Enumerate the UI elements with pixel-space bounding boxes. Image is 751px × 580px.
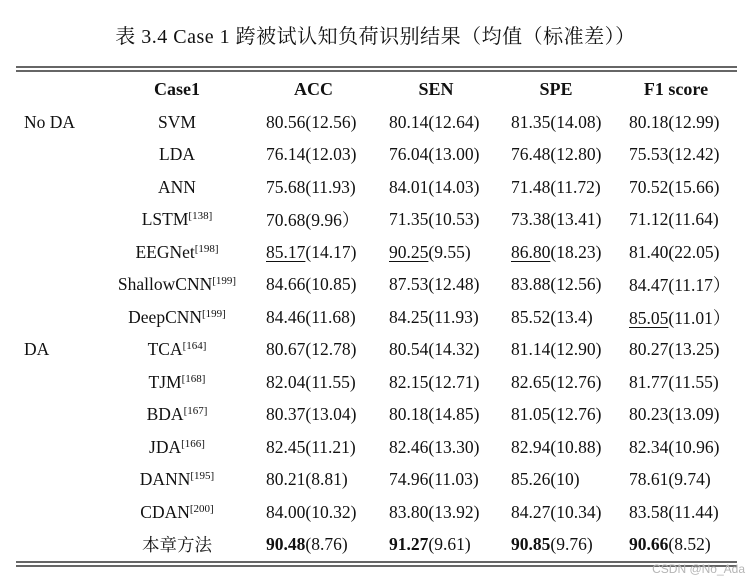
- mean-value: 90.66: [629, 534, 669, 555]
- value-cell-acc: [252, 399, 375, 432]
- std-value: (22.05): [668, 241, 720, 262]
- std-value: (11.55): [668, 371, 719, 392]
- std-value: (9.61): [428, 534, 471, 555]
- mean-value: 80.67: [266, 339, 306, 360]
- value-cell-acc: [252, 106, 375, 139]
- value-cell-spe: [497, 301, 615, 334]
- method-cell: [102, 496, 252, 529]
- value-cell-spe: [497, 334, 615, 367]
- method-cell: [102, 399, 252, 432]
- table-row: [16, 204, 737, 237]
- mean-value: 78.61: [629, 469, 669, 490]
- top-rule: [16, 66, 737, 68]
- mean-value: 82.04: [266, 371, 306, 392]
- table-row: [16, 171, 737, 204]
- std-value: (11.68): [305, 306, 356, 327]
- method-name: DeepCNN: [128, 306, 203, 327]
- method-name: JDA: [149, 436, 182, 457]
- std-value: (14.03): [428, 176, 480, 197]
- std-value: (11.17）: [668, 275, 731, 296]
- mean-value: 75.53: [629, 144, 669, 165]
- mean-value: 81.77: [629, 371, 669, 392]
- method-citation: [168]: [181, 372, 206, 385]
- mean-value: 90.85: [511, 534, 551, 555]
- table-row: [16, 106, 737, 139]
- table-body: [16, 106, 737, 561]
- std-value: (8.81): [305, 469, 348, 490]
- value-cell-f1: [615, 139, 737, 172]
- value-cell-spe: [497, 431, 615, 464]
- value-cell-sen: [375, 106, 497, 139]
- std-value: (10): [550, 469, 580, 490]
- mean-value: 70.52: [629, 176, 669, 197]
- value-cell-sen: [375, 204, 497, 237]
- method-name: SVM: [158, 111, 196, 132]
- mean-value: 82.46: [389, 436, 429, 457]
- mean-value: 90.25: [389, 241, 429, 262]
- mean-value: 80.27: [629, 339, 669, 360]
- value-cell-acc: [252, 496, 375, 529]
- std-value: (12.78): [305, 339, 357, 360]
- value-cell-spe: [497, 204, 615, 237]
- group-label: [16, 529, 102, 562]
- mean-value: 85.52: [511, 306, 551, 327]
- method-cell: [102, 334, 252, 367]
- std-value: (11.64): [668, 209, 719, 230]
- mean-value: 80.54: [389, 339, 429, 360]
- mean-value: 84.46: [266, 306, 306, 327]
- value-cell-f1: [615, 204, 737, 237]
- method-citation: [199]: [212, 275, 237, 288]
- method-citation: [200]: [189, 502, 214, 515]
- group-label: [16, 464, 102, 497]
- value-cell-sen: [375, 366, 497, 399]
- std-value: (12.03): [305, 144, 357, 165]
- value-cell-sen: [375, 301, 497, 334]
- group-label: [16, 399, 102, 432]
- method-citation: [164]: [182, 340, 207, 353]
- std-value: (11.55): [305, 371, 356, 392]
- method-cell: [102, 204, 252, 237]
- value-cell-f1: [615, 236, 737, 269]
- group-label: [16, 431, 102, 464]
- std-value: (9.55): [428, 241, 471, 262]
- table-row: [16, 431, 737, 464]
- std-value: (10.32): [305, 501, 357, 522]
- std-value: (12.48): [428, 274, 480, 295]
- mean-value: 82.94: [511, 436, 551, 457]
- method-citation: [198]: [194, 242, 219, 255]
- table-row: [16, 301, 737, 334]
- std-value: (15.66): [668, 176, 720, 197]
- bottom-rule-double: [16, 565, 737, 567]
- std-value: (12.90): [550, 339, 602, 360]
- mean-value: 76.04: [389, 144, 429, 165]
- group-label: [16, 269, 102, 302]
- group-label: [16, 366, 102, 399]
- value-cell-spe: [497, 496, 615, 529]
- std-value: (11.03): [428, 469, 479, 490]
- mean-value: 85.17: [266, 241, 306, 262]
- mean-value: 87.53: [389, 274, 429, 295]
- std-value: (13.00): [428, 144, 480, 165]
- table-row: [16, 236, 737, 269]
- group-label: [16, 171, 102, 204]
- mean-value: 83.88: [511, 274, 551, 295]
- value-cell-sen: [375, 171, 497, 204]
- mean-value: 80.37: [266, 404, 306, 425]
- value-cell-acc: [252, 269, 375, 302]
- std-value: (13.09): [668, 404, 720, 425]
- mean-value: 84.66: [266, 274, 306, 295]
- value-cell-spe: [497, 366, 615, 399]
- mean-value: 91.27: [389, 534, 429, 555]
- header-group: [16, 72, 102, 106]
- std-value: (11.21): [305, 436, 356, 457]
- value-cell-f1: [615, 269, 737, 302]
- value-cell-sen: [375, 399, 497, 432]
- mean-value: 83.80: [389, 501, 429, 522]
- method-name: BDA: [146, 404, 184, 425]
- mean-value: 84.25: [389, 306, 429, 327]
- std-value: (10.85): [305, 274, 357, 295]
- value-cell-spe: [497, 236, 615, 269]
- table-row: [16, 496, 737, 529]
- mean-value: 76.14: [266, 144, 306, 165]
- group-label: [16, 204, 102, 237]
- std-value: (9.74): [668, 469, 711, 490]
- mean-value: 82.45: [266, 436, 306, 457]
- mean-value: 82.15: [389, 371, 429, 392]
- std-value: (10.53): [428, 209, 480, 230]
- value-cell-acc: [252, 236, 375, 269]
- mean-value: 80.18: [389, 404, 429, 425]
- std-value: (12.64): [428, 111, 480, 132]
- method-name: CDAN: [140, 501, 190, 522]
- method-cell: [102, 431, 252, 464]
- method-citation: [199]: [202, 307, 226, 320]
- results-table-container: [16, 66, 737, 567]
- method-cell: [102, 464, 252, 497]
- group-label: [16, 301, 102, 334]
- mean-value: 81.35: [511, 111, 551, 132]
- mean-value: 84.00: [266, 501, 306, 522]
- table-caption: 表 3.4 Case 1 跨被试认知负荷识别结果（均值（标准差））: [115, 26, 636, 48]
- mean-value: 90.48: [266, 534, 306, 555]
- header-case: Case1: [154, 78, 200, 99]
- method-cell: [102, 139, 252, 172]
- std-value: (9.96）: [305, 210, 360, 231]
- value-cell-sen: [375, 431, 497, 464]
- table-row: [16, 139, 737, 172]
- mean-value: 81.40: [629, 241, 669, 262]
- value-cell-sen: [375, 529, 497, 562]
- results-table: [16, 72, 737, 561]
- table-row: [16, 366, 737, 399]
- mean-value: 82.34: [629, 436, 669, 457]
- std-value: (13.04): [305, 404, 357, 425]
- mean-value: 80.56: [266, 111, 306, 132]
- std-value: (13.30): [428, 436, 480, 457]
- value-cell-acc: [252, 334, 375, 367]
- method-name: DANN: [139, 469, 191, 490]
- std-value: (13.92): [428, 501, 480, 522]
- table-row: [16, 399, 737, 432]
- method-name: TJM: [148, 371, 182, 392]
- mean-value: 85.26: [511, 469, 551, 490]
- mean-value: 71.35: [389, 209, 429, 230]
- value-cell-f1: [615, 529, 737, 562]
- value-cell-spe: [497, 464, 615, 497]
- std-value: (14.85): [428, 404, 480, 425]
- method-name: 本章方法: [142, 535, 212, 556]
- group-label: [16, 236, 102, 269]
- std-value: (13.41): [550, 209, 602, 230]
- std-value: (12.80): [550, 144, 602, 165]
- method-cell: [102, 301, 252, 334]
- value-cell-f1: [615, 366, 737, 399]
- header-f1: F1 score: [643, 78, 709, 99]
- method-cell: [102, 529, 252, 562]
- mean-value: 80.23: [629, 404, 669, 425]
- mean-value: 75.68: [266, 176, 306, 197]
- value-cell-spe: [497, 399, 615, 432]
- mean-value: 85.05: [629, 307, 669, 328]
- value-cell-acc: [252, 366, 375, 399]
- std-value: (12.99): [668, 111, 720, 132]
- value-cell-acc: [252, 204, 375, 237]
- table-row: [16, 269, 737, 302]
- std-value: (12.76): [550, 371, 602, 392]
- mean-value: 80.18: [629, 111, 669, 132]
- method-cell: [102, 106, 252, 139]
- mean-value: 82.65: [511, 371, 551, 392]
- value-cell-acc: [252, 464, 375, 497]
- std-value: (18.23): [550, 241, 602, 262]
- value-cell-acc: [252, 431, 375, 464]
- value-cell-acc: [252, 529, 375, 562]
- std-value: (12.76): [550, 404, 602, 425]
- mean-value: 76.48: [511, 144, 551, 165]
- std-value: (11.93): [428, 306, 479, 327]
- value-cell-sen: [375, 139, 497, 172]
- mean-value: 80.14: [389, 111, 429, 132]
- header-acc: ACC: [294, 78, 333, 99]
- method-name: LSTM: [141, 209, 189, 230]
- method-cell: [102, 171, 252, 204]
- std-value: (9.76): [550, 534, 593, 555]
- header-sen: SEN: [418, 78, 454, 99]
- group-label: [16, 139, 102, 172]
- value-cell-f1: [615, 301, 737, 334]
- value-cell-spe: [497, 106, 615, 139]
- group-label: [16, 496, 102, 529]
- mean-value: 84.27: [511, 501, 551, 522]
- value-cell-f1: [615, 464, 737, 497]
- method-name: LDA: [159, 144, 195, 165]
- mean-value: 74.96: [389, 469, 429, 490]
- std-value: (8.52): [668, 534, 711, 555]
- value-cell-f1: [615, 334, 737, 367]
- std-value: (13.4): [550, 306, 593, 327]
- std-value: (12.42): [668, 144, 720, 165]
- method-citation: [166]: [181, 437, 205, 450]
- value-cell-sen: [375, 269, 497, 302]
- value-cell-sen: [375, 236, 497, 269]
- std-value: (11.01）: [668, 307, 731, 328]
- mean-value: 83.58: [629, 501, 669, 522]
- mean-value: 84.47: [629, 275, 669, 296]
- value-cell-spe: [497, 269, 615, 302]
- mean-value: 86.80: [511, 241, 551, 262]
- method-name: TCA: [147, 339, 183, 360]
- header-spe: SPE: [539, 78, 573, 99]
- mean-value: 80.21: [266, 469, 306, 490]
- group-label: DA: [24, 339, 50, 360]
- method-citation: [195]: [190, 470, 215, 483]
- value-cell-acc: [252, 301, 375, 334]
- method-cell: [102, 366, 252, 399]
- method-name: ANN: [158, 176, 196, 197]
- method-citation: [138]: [188, 210, 213, 223]
- std-value: (12.71): [428, 371, 480, 392]
- std-value: (12.56): [550, 274, 602, 295]
- std-value: (13.25): [668, 339, 720, 360]
- method-citation: [167]: [183, 405, 208, 418]
- std-value: (10.34): [550, 501, 602, 522]
- table-row: [16, 529, 737, 562]
- mean-value: 71.12: [629, 209, 669, 230]
- std-value: (14.17): [305, 241, 357, 262]
- std-value: (8.76): [305, 534, 348, 555]
- method-cell: [102, 236, 252, 269]
- value-cell-acc: [252, 171, 375, 204]
- value-cell-f1: [615, 106, 737, 139]
- std-value: (11.72): [550, 176, 601, 197]
- value-cell-sen: [375, 496, 497, 529]
- value-cell-f1: [615, 496, 737, 529]
- mean-value: 81.14: [511, 339, 551, 360]
- std-value: (10.88): [550, 436, 602, 457]
- std-value: (10.96): [668, 436, 720, 457]
- bottom-rule: [16, 561, 737, 563]
- std-value: (11.44): [668, 501, 719, 522]
- value-cell-sen: [375, 464, 497, 497]
- table-row: [16, 334, 737, 367]
- mean-value: 84.01: [389, 176, 429, 197]
- mean-value: 71.48: [511, 176, 551, 197]
- mean-value: 73.38: [511, 209, 551, 230]
- std-value: (12.56): [305, 111, 357, 132]
- value-cell-spe: [497, 139, 615, 172]
- value-cell-spe: [497, 171, 615, 204]
- value-cell-f1: [615, 171, 737, 204]
- watermark: CSDN @No_Ada: [652, 562, 745, 576]
- value-cell-acc: [252, 139, 375, 172]
- method-cell: [102, 269, 252, 302]
- method-name: ShallowCNN: [117, 274, 213, 295]
- value-cell-sen: [375, 334, 497, 367]
- table-row: [16, 464, 737, 497]
- std-value: (14.08): [550, 111, 602, 132]
- group-label: No DA: [24, 111, 76, 132]
- std-value: (14.32): [428, 339, 480, 360]
- value-cell-f1: [615, 399, 737, 432]
- method-name: EEGNet: [135, 241, 195, 262]
- std-value: (11.93): [305, 176, 356, 197]
- value-cell-f1: [615, 431, 737, 464]
- value-cell-spe: [497, 529, 615, 562]
- mean-value: 81.05: [511, 404, 551, 425]
- header-row: [16, 72, 737, 106]
- mean-value: 70.68: [266, 210, 306, 231]
